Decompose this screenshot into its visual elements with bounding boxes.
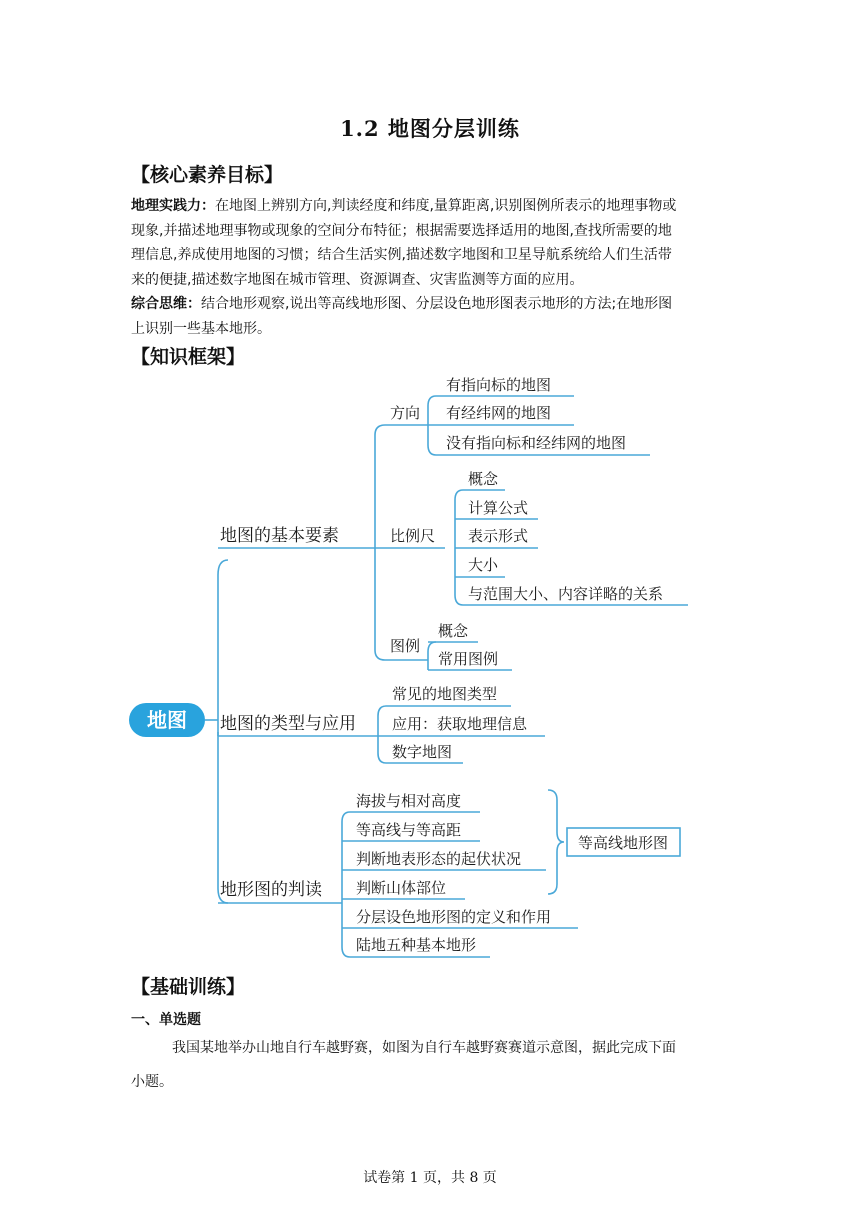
node-legend: 图例 (390, 637, 421, 655)
page-title: 1.2 地图分层训练 (340, 116, 520, 141)
branch-topographic-reading: 地形图的判读 (220, 880, 322, 900)
scale-item: 概念 (468, 470, 499, 488)
contour-map-box-label: 等高线地形图 (577, 834, 669, 852)
topo-item: 海拔与相对高度 (356, 792, 462, 810)
topo-item: 判断山体部位 (356, 879, 447, 897)
goal-thinking-label: 综合思维： (131, 296, 201, 312)
section-framework: 【知识框架】 (131, 346, 246, 368)
topo-item: 等高线与等高距 (356, 821, 462, 839)
topo-item: 分层设色地形图的定义和作用 (356, 908, 552, 926)
topo-item: 陆地五种基本地形 (356, 936, 477, 954)
goal-thinking-line2: 上识别一些基本地形。 (131, 320, 271, 337)
scale-item: 表示形式 (468, 527, 529, 545)
types-item: 应用：获取地理信息 (392, 715, 528, 733)
scale-item: 计算公式 (468, 499, 529, 517)
direction-item: 有指向标的地图 (446, 376, 552, 394)
root-label: 地图 (147, 708, 187, 732)
direction-item: 有经纬网的地图 (446, 404, 552, 422)
goal-thinking-line1: 结合地形观察,说出等高线地形图、分层设色地形图表示地形的方法;在地形图 (201, 296, 673, 312)
question-type: 一、单选题 (131, 1012, 201, 1028)
branch-types-applications: 地图的类型与应用 (220, 714, 356, 734)
scale-item: 大小 (468, 556, 499, 574)
legend-item: 概念 (438, 622, 469, 640)
goal-practice-line2: 现象,并描述地理事物或现象的空间分布特征；根据需要选择适用的地图,查找所需要的地 (131, 222, 672, 239)
types-item: 数字地图 (392, 743, 453, 761)
section-basic-training: 【基础训练】 (131, 976, 246, 998)
node-scale: 比例尺 (390, 527, 436, 545)
goal-practice-line3: 理信息,养成使用地图的习惯；结合生活实例,描述数字地图和卫星导航系统给人们生活带 (131, 247, 672, 263)
page-footer: 试卷第 1 页，共 8 页 (363, 1170, 497, 1186)
node-direction: 方向 (390, 404, 421, 422)
goal-practice-label: 地理实践力： (131, 198, 215, 214)
question-text-line1: 我国某地举办山地自行车越野赛，如图为自行车越野赛赛道示意图，据此完成下面 (172, 1040, 676, 1056)
scale-item: 与范围大小、内容详略的关系 (468, 585, 664, 603)
goal-practice-line4: 来的便捷,描述数字地图在城市管理、资源调查、灾害监测等方面的应用。 (131, 271, 584, 288)
section-core-goals: 【核心素养目标】 (131, 164, 284, 186)
types-item: 常见的地图类型 (392, 685, 498, 703)
question-text-line2: 小题。 (131, 1074, 173, 1090)
branch-basic-elements: 地图的基本要素 (220, 526, 339, 546)
legend-item: 常用图例 (438, 650, 499, 668)
direction-item: 没有指向标和经纬网的地图 (446, 434, 627, 452)
goal-practice-line1: 在地图上辨别方向,判读经度和纬度,量算距离,识别图例所表示的地理事物或 (215, 198, 677, 214)
topo-item: 判断地表形态的起伏状况 (356, 850, 522, 868)
